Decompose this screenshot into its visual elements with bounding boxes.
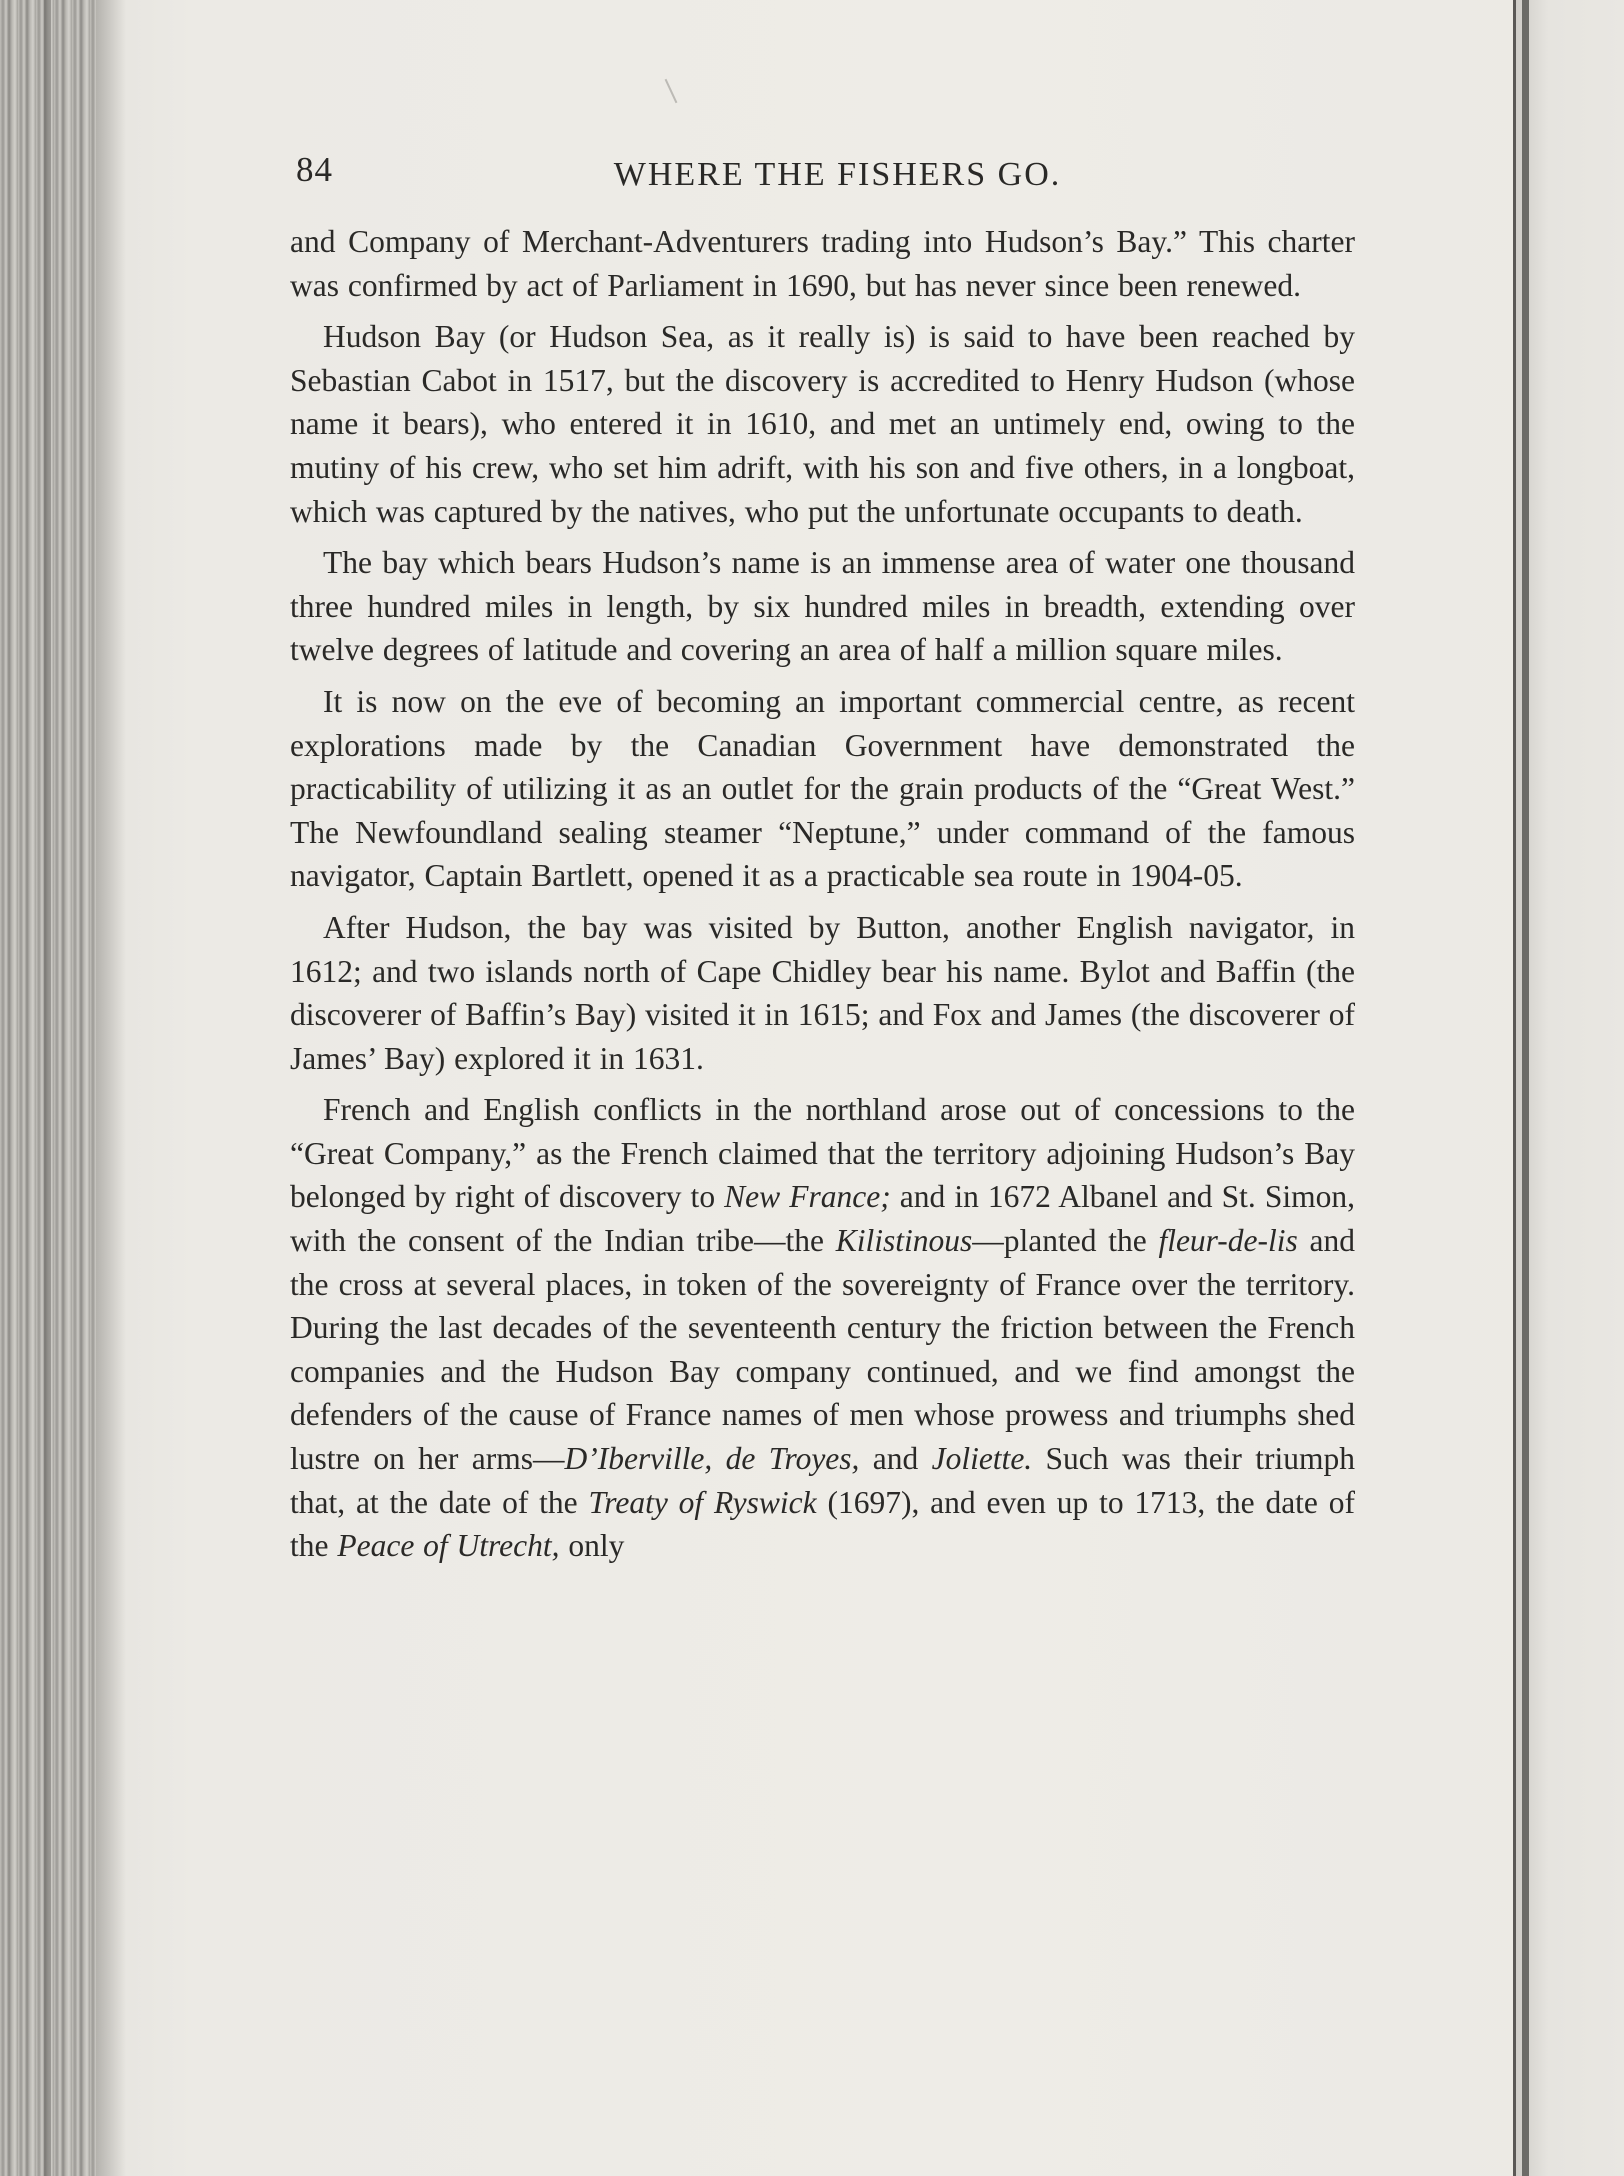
italic-text: New France; xyxy=(724,1179,891,1215)
text-run: Hudson Bay (or Hudson Sea, as it really is) is said to have been reached by Sebastian Cabot in 1517, but the discovery is accredited to Henry Hudson (whose name it bears), who entered it in 1610, and met an untimely end, owing to the mutiny of his crew, who set him adrift, with his son and five others, in a longboat, which was captured by the natives, who put the unfortunate occupants to death. xyxy=(290,319,1355,529)
text-run: and in 1672 Albanel and St. Simon, with the consent of the Indian tribe—the xyxy=(290,1179,1355,1259)
page-header xyxy=(290,150,1355,220)
text-run: and the cross at several places, in token of the sovereignty of France over the territory. During the last decades of the seventeenth century the friction between the French companies and the Hudson Bay company continued, and we find amongst the defenders of the cause of France names of men whose prowess and triumphs shed lustre on her arms— xyxy=(290,1223,1355,1477)
text-run: It is now on the eve of becoming an important commercial centre, as recent explorations made by the Canadian Government have demonstrated the practicability of utilizing it as an outlet for the grain products of the “Great West.” The Newfoundland sealing steamer “Neptune,” under command of the famous navigator, Captain Bartlett, opened it as a practicable sea route in 1904-05. xyxy=(290,683,1355,894)
text-run: only xyxy=(559,1528,625,1564)
italic-text: D’Iberville, de Troyes, xyxy=(564,1441,860,1477)
italic-text: Treaty of Ryswick xyxy=(588,1484,817,1520)
body-text xyxy=(290,220,1355,1568)
text-run: and Company of Merchant-Adventurers trading into Hudson’s Bay.” This charter was confirmed by act of Parliament in 1690, but has never since been renewed. xyxy=(290,224,1355,303)
running-title: WHERE THE FISHERS GO. xyxy=(613,156,1062,193)
gutter-shadow xyxy=(96,0,126,2176)
text-run: —planted the xyxy=(972,1223,1159,1259)
spine-shadow-line xyxy=(44,0,51,2176)
page-number: 84 xyxy=(296,150,333,189)
text-run: The bay which bears Hudson’s name is an immense area of water one thousand three hundred miles in length, by six hundred miles in breadth, extending over twelve degrees of latitude and covering an area of half a million square miles. xyxy=(290,545,1355,668)
paragraph xyxy=(290,1088,1355,1568)
facing-page-edge xyxy=(1516,0,1624,2176)
italic-text: Joliette. xyxy=(931,1441,1033,1477)
paragraph xyxy=(290,680,1355,898)
text-run: French and English conflicts in the northland arose out of concessions to the “Great Company,” as the French claimed that the territory adjoining Hudson’s Bay belonged by right of discovery to xyxy=(290,1092,1355,1215)
text-run: and xyxy=(859,1441,932,1477)
book-page xyxy=(290,150,1355,1576)
paragraph xyxy=(290,220,1355,307)
paragraph xyxy=(290,315,1355,533)
italic-text: Kilistinous xyxy=(835,1223,973,1259)
italic-text: Peace of Utrecht, xyxy=(337,1528,560,1564)
facing-page-shadow-line xyxy=(1522,0,1529,2176)
paragraph xyxy=(290,906,1355,1080)
italic-text: fleur-de-lis xyxy=(1158,1223,1298,1259)
text-run: After Hudson, the bay was visited by Button, another English navigator, in 1612; and two islands north of Cape Chidley bear his name. Bylot and Baffin (the discoverer of Baffin’s Bay) visited it in 1615; and Fox and James (the discoverer of James’ Bay) explored it in 1631. xyxy=(290,909,1355,1076)
text-run: (1697), and even up to 1713, the date of the xyxy=(290,1484,1355,1564)
paragraph xyxy=(290,541,1355,672)
text-run: Such was their triumph that, at the date of the xyxy=(290,1441,1355,1520)
